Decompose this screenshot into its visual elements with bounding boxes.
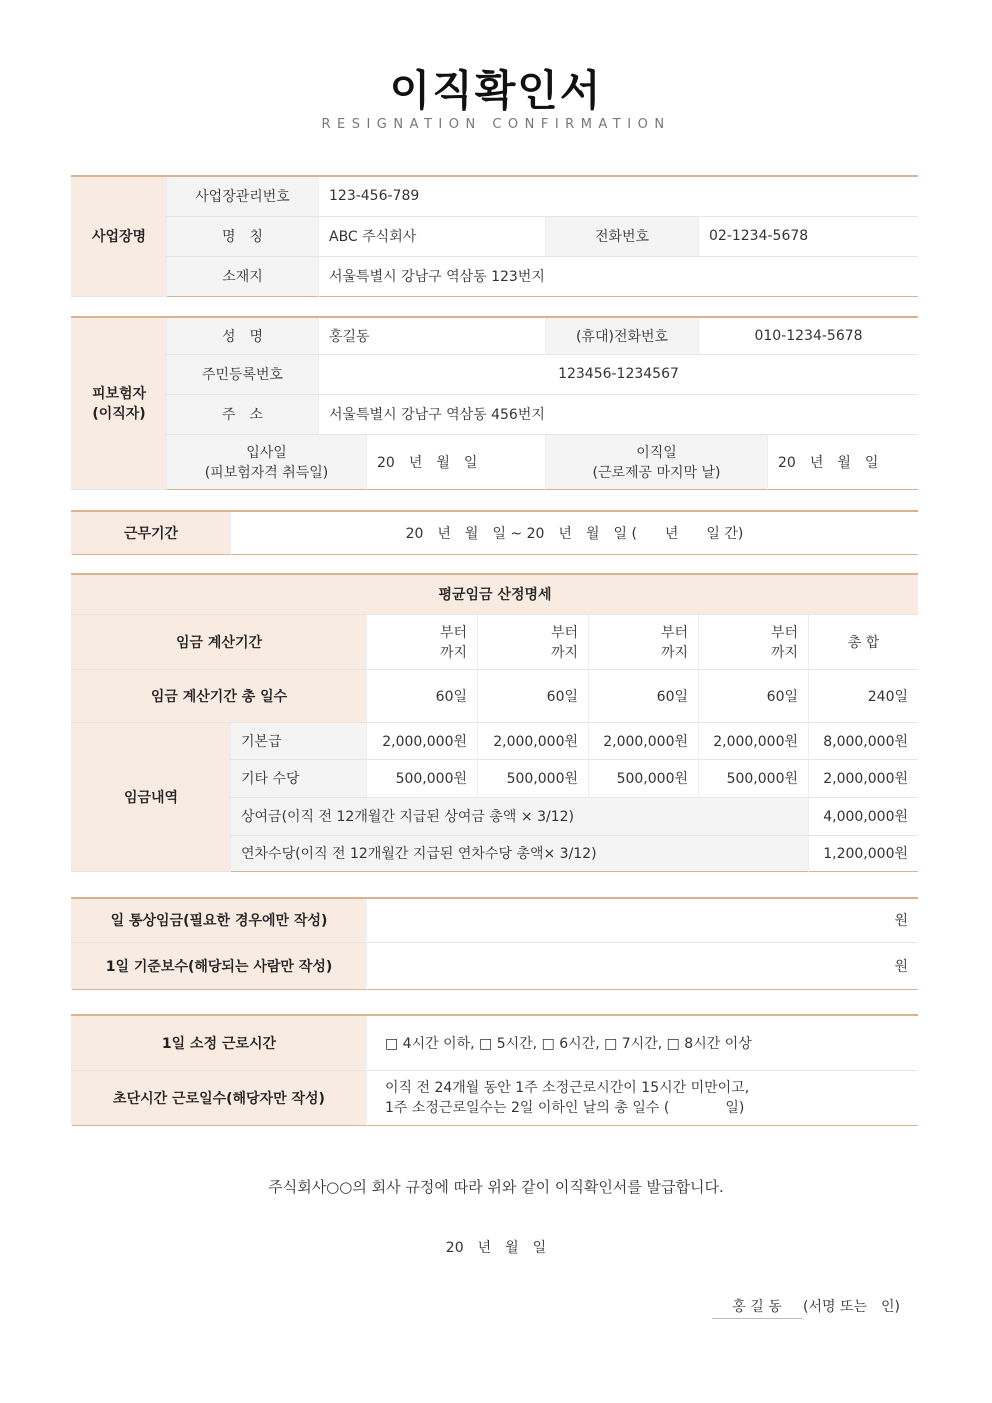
other-cell: 500,000원 [478,759,589,797]
leave-label-2: (근로제공 마지막 날) [592,464,721,481]
days-total: 240일 [809,669,919,722]
hours-label: 1일 소정 근로시간 [72,1015,367,1070]
days-cell: 60일 [699,669,809,722]
leave-label-1: 이직일 [636,444,677,461]
workplace-table [71,175,918,297]
calc-period-cell [367,614,478,669]
statement: 주식회사○○의 회사 규정에 따라 위와 같이 이직확인서를 발급합니다. [268,1178,724,1196]
workplace-header: 사업장명 [72,176,167,296]
join-date-label [167,434,367,489]
phone-value: 02-1234-5678 [699,216,919,256]
other-cell: 500,000원 [367,759,478,797]
name-value: ABC 주식회사 [319,216,546,256]
page-title: 이직확인서 [389,66,603,115]
rrn-label: 주민등록번호 [167,354,319,394]
wage-table [71,573,918,872]
period-table [71,510,918,555]
mgmt-value: 123-456-789 [319,176,919,216]
bonus-label: 상여금(이직 전 12개월간 지급된 상여금 총액 × 3/12) [231,797,809,835]
hours-table [71,1014,918,1126]
short-time-value [367,1070,919,1125]
hours-options[interactable]: □ 4시간 이하, □ 5시간, □ 6시간, □ 7시간, □ 8시간 이상 [367,1015,919,1070]
page-subtitle: RESIGNATION CONFIRMATION [321,117,671,132]
basic-cell: 2,000,000원 [699,722,809,759]
to-label: 까지 [660,644,688,661]
insured-name-label: 성 명 [167,317,319,354]
days-cell: 60일 [589,669,699,722]
mgmt-label: 사업장관리번호 [167,176,319,216]
wage-header: 평균임금 산정명세 [72,574,919,614]
days-cell: 60일 [478,669,589,722]
insured-name-value: 홍길동 [319,317,546,354]
basic-cell: 2,000,000원 [478,722,589,759]
days-label: 임금 계산기간 총 일수 [72,669,367,722]
addr-label: 소재지 [167,256,319,296]
other-cell: 500,000원 [699,759,809,797]
period-label: 근무기간 [72,511,231,554]
insured-header-line2: (이직자) [92,406,146,423]
ordinary-value: 원 [367,898,919,942]
basic-total: 8,000,000원 [809,722,919,759]
join-label-1: 입사일 [246,444,287,461]
base-pay-label: 1일 기준보수(해당되는 사람만 작성) [72,942,367,989]
from-label: 부터 [439,624,467,641]
bonus-value: 4,000,000원 [809,797,919,835]
name-label: 명 칭 [167,216,319,256]
other-total: 2,000,000원 [809,759,919,797]
mobile-value: 010-1234-5678 [699,317,918,354]
short-time-label: 초단시간 근로일수(해당자만 작성) [72,1070,367,1125]
join-label-2: (피보험자격 취득일) [204,464,329,481]
leave-date-value: 20 년 월 일 [768,434,918,489]
calc-period-cell [699,614,809,669]
rrn-value: 123456-1234567 [319,354,919,394]
total-label: 총 합 [809,614,919,669]
days-cell: 60일 [367,669,478,722]
addr-value: 서울특별시 강남구 역삼동 123번지 [319,256,919,296]
issue-date: 20 년 월 일 [445,1240,547,1256]
from-label: 부터 [660,624,688,641]
insured-addr-label: 주 소 [167,394,319,434]
basic-cell: 2,000,000원 [367,722,478,759]
from-label: 부터 [550,624,578,641]
to-label: 까지 [550,644,578,661]
insured-table [71,316,918,490]
annual-label: 연차수당(이직 전 12개월간 지급된 연차수당 총액× 3/12) [231,835,809,871]
phone-label: 전화번호 [546,216,699,256]
sign-note: (서명 또는 인) [803,1299,900,1315]
from-label: 부터 [770,624,798,641]
ordinary-label: 일 통상임금(필요한 경우에만 작성) [72,898,367,942]
other-cell: 500,000원 [589,759,699,797]
insured-header-line1: 피보험자 [91,386,147,403]
period-value: 20 년 월 일 ~ 20 년 월 일 ( 년 일 간) [231,511,919,554]
detail-label: 임금내역 [72,722,231,871]
insured-header [72,317,167,489]
basic-label: 기본급 [231,722,367,759]
calc-period-cell [589,614,699,669]
mobile-label: (휴대)전화번호 [546,317,699,354]
to-label: 까지 [439,644,467,661]
other-label: 기타 수당 [231,759,367,797]
leave-date-label [546,434,768,489]
basic-cell: 2,000,000원 [589,722,699,759]
calc-period-label: 임금 계산기간 [72,614,367,669]
short-line-1: 이직 전 24개월 동안 1주 소정근로시간이 15시간 미만이고, [385,1079,750,1096]
join-date-value: 20 년 월 일 [367,434,546,489]
annual-value: 1,200,000원 [809,835,919,871]
short-line-2: 1주 소정근로일수는 2일 이하인 날의 총 일수 ( 일) [385,1099,745,1116]
insured-addr-value: 서울특별시 강남구 역삼동 456번지 [319,394,919,434]
calc-period-cell [478,614,589,669]
to-label: 까지 [770,644,798,661]
base-pay-value: 원 [367,942,919,989]
ordinary-table [71,897,918,990]
signer-name: 홍 길 동 [712,1296,802,1319]
